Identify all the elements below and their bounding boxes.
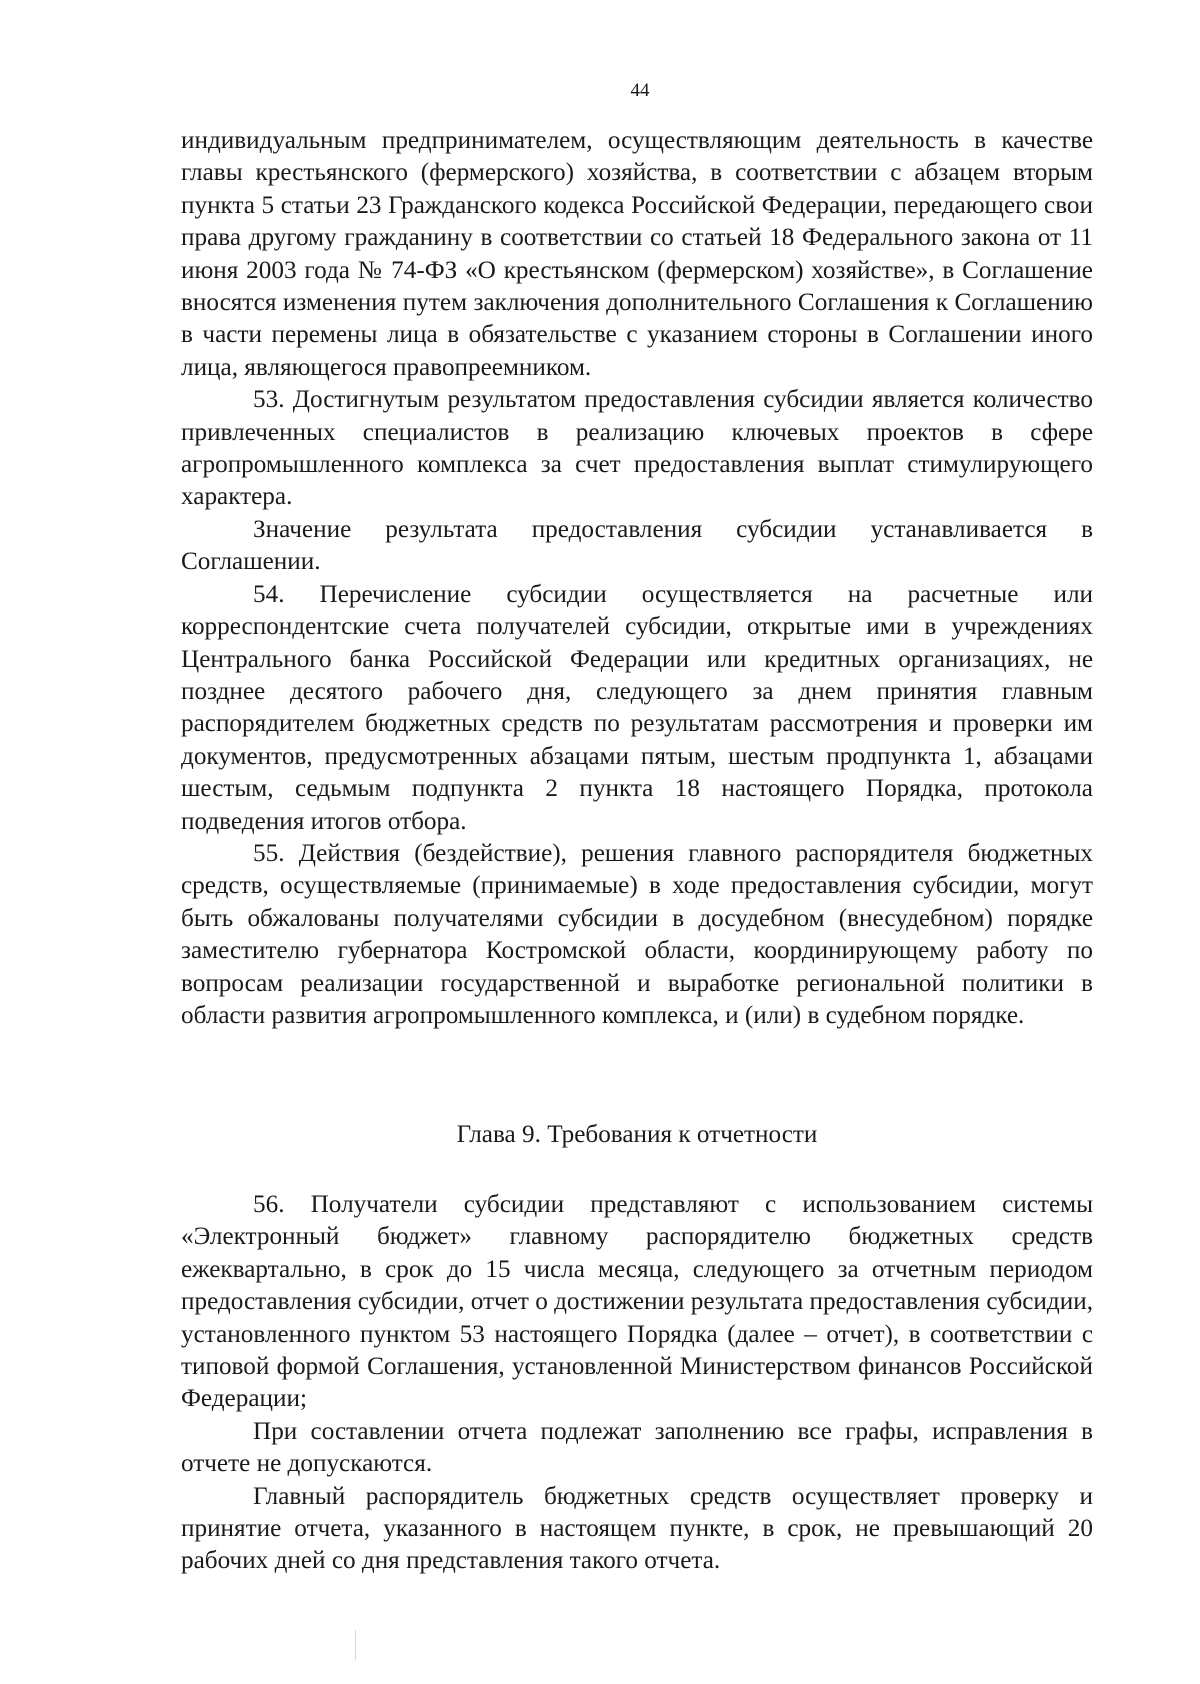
- body-text-top: [181, 125, 1093, 1032]
- page-number: 44: [630, 80, 650, 101]
- paragraph-54: 54. Перечисление субсидии осуществляется на расчетные или корреспондентские счета получателей субсидии, открытые ими в учреждениях Центрального банка Российской Федерации или кредитных организациях, не позднее десятого рабочего дня, следующего за днем принятия главным распорядителем бюджетных средств по результатам рассмотрения и проверки им документов, предусмотренных абзацами пятым, шестым продпункта 1, абзацами шестым, седьмым подпункта 2 пункта 18 настоящего Порядка, протокола подведения итогов отбора.: [181, 580, 1093, 835]
- paragraph-continuation: индивидуальным предпринимателем, осуществляющим деятельность в качестве главы крестьянского (фермерского) хозяйства, в соответствии с абзацем вторым пункта 5 статьи 23 Гражданского кодекса Российской Федерации, передающего свои права другому гражданину в соответствии со статьей 18 Федерального закона от 11 июня 2003 года № 74-ФЗ «О крестьянском (фермерском) хозяйстве», в Соглашение вносятся изменения путем заключения дополнительного Соглашения к Соглашению в части перемены лица в обязательстве с указанием стороны в Соглашении иного лица, являющегося правопреемником.: [181, 127, 1093, 381]
- chapter-title: Глава 9. Требования к отчетности: [456, 1121, 818, 1148]
- paragraph-56-filling: При составлении отчета подлежат заполнению все графы, исправления в отчете не допускаются.: [181, 1417, 1093, 1478]
- paragraph-55: 55. Действия (бездействие), решения главного распорядителя бюджетных средств, осуществляемые (принимаемые) в ходе предоставления субсидии, могут быть обжалованы получателями субсидии в досудебном (внесудебном) порядке заместителю губернатора Костромской области, координирующему работу по вопросам реализации государственной и выработке региональной политики в области развития агропромышленного комплекса, и (или) в судебном порядке.: [181, 839, 1093, 1029]
- paragraph-53-value: Значение результата предоставления субсидии устанавливается в Соглашении.: [181, 515, 1093, 576]
- scan-artifact: [355, 1630, 356, 1660]
- paragraph-53: 53. Достигнутым результатом предоставления субсидии является количество привлеченных специалистов в реализацию ключевых проектов в сфере агропромышленного комплекса за счет предоставления выплат стимулирующего характера.: [181, 386, 1093, 511]
- body-text-bottom: [181, 1189, 1093, 1578]
- paragraph-56: 56. Получатели субсидии представляют с использованием системы «Электронный бюджет» главному распорядителю бюджетных средств ежеквартально, в срок до 15 числа месяца, следующего за отчетным периодом предоставления субсидии, отчет о достижении результата предоставления субсидии, установленного пунктом 53 настоящего Порядка (далее – отчет), в соответствии с типовой формой Соглашения, установленной Министерством финансов Российской Федерации;: [181, 1191, 1093, 1413]
- paragraph-56-review: Главный распорядитель бюджетных средств осуществляет проверку и принятие отчета, указанного в настоящем пункте, в срок, не превышающий 20 рабочих дней со дня представления такого отчета.: [181, 1482, 1093, 1575]
